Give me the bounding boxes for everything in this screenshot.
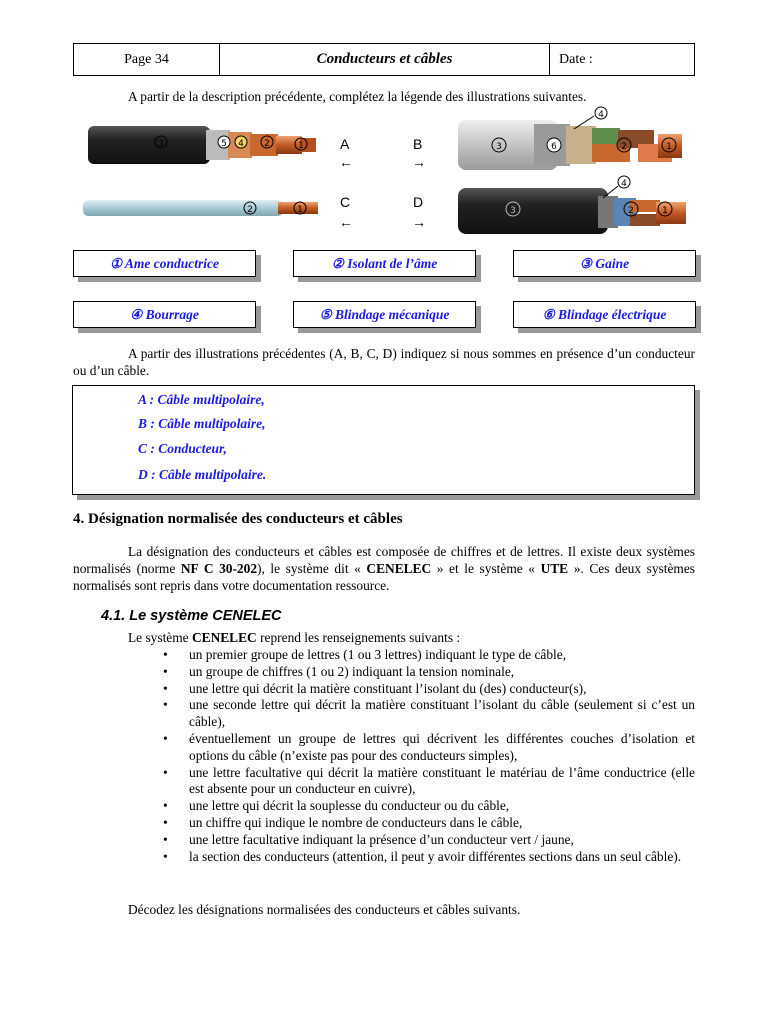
list-item: • la section des conducteurs (attention, il peut y avoir différentes sections dans un seul câble). — [160, 849, 695, 866]
text-run: ), le système dit « — [257, 561, 367, 576]
list-item: • éventuellement un groupe de lettres qui décrivent les différentes couches d’isolation et options du câble (n’existe pas pour des conducteurs simples), — [160, 731, 695, 765]
list-item: • un groupe de chiffres (1 ou 2) indiquant la tension nominale, — [160, 664, 695, 681]
date-label: Date : — [559, 51, 593, 67]
legend-bourrage: ④ Bourrage — [73, 301, 256, 328]
answer-d: D : Câble multipolaire. — [138, 467, 267, 482]
section-4-heading: 4. Désignation normalisée des conducteurs et câbles — [73, 511, 403, 527]
svg-text:2: 2 — [621, 142, 627, 152]
label-a: A — [340, 136, 350, 152]
text-run: » et le système « — [431, 561, 541, 576]
question-text: A partir des illustrations précédentes (A, B, C, D) indiquez si nous sommes en présence d’un conducteur ou d’un câble. — [73, 346, 695, 378]
svg-text:2: 2 — [264, 139, 270, 149]
page-number: Page 34 — [74, 44, 220, 75]
label-b: B — [413, 136, 423, 152]
svg-text:1: 1 — [297, 205, 303, 215]
text-run: Le système — [128, 630, 192, 645]
svg-text:3: 3 — [510, 206, 516, 216]
norm-reference: NF C 30-202 — [180, 561, 258, 576]
svg-text:4: 4 — [238, 139, 244, 149]
svg-text:1: 1 — [662, 206, 668, 216]
legend-gaine: ③ Gaine — [513, 250, 696, 277]
legend-isolant-ame: ② Isolant de l’âme — [293, 250, 476, 277]
arrow-d: → — [412, 214, 426, 230]
svg-text:3: 3 — [496, 142, 502, 152]
text-run: reprend les renseignements suivants : — [256, 630, 461, 645]
text-run: ». Ces deux systèmes normalisés sont repris dans votre documentation ressource. — [73, 561, 695, 593]
header-table — [73, 43, 695, 76]
answers-box — [72, 385, 695, 495]
list-item: • un chiffre qui indique le nombre de conducteurs dans le câble, — [160, 815, 695, 832]
cable-c — [83, 200, 318, 216]
cenelec-info-list — [160, 647, 695, 865]
page-title: Conducteurs et câbles — [220, 44, 550, 75]
text-run: La désignation des conducteurs et câbles est composée de chiffres et de lettres. Il existe deux systèmes normalisés (norme — [73, 544, 695, 576]
section-41-intro — [128, 629, 695, 646]
label-d: D — [413, 194, 424, 210]
cable-b — [458, 107, 682, 170]
answer-b: B : Câble multipolaire, — [138, 416, 266, 431]
list-item: • une lettre facultative indiquant la présence d’un conducteur vert / jaune, — [160, 832, 695, 849]
list-item: • une lettre qui décrit la matière constituant l’isolant du (des) conducteur(s), — [160, 681, 695, 698]
intro-text: A partir de la description précédente, complétez la légende des illustrations suivantes. — [128, 89, 587, 104]
svg-text:1: 1 — [666, 142, 672, 152]
svg-text:4: 4 — [621, 179, 627, 189]
cenelec-term: CENELEC — [191, 630, 257, 645]
legend-ame-conductrice: ① Ame conductrice — [73, 250, 256, 277]
cable-illustrations — [78, 104, 698, 244]
cable-drawings — [78, 104, 698, 244]
ute-term: UTE — [540, 561, 569, 576]
arrow-b: → — [412, 154, 426, 170]
cenelec-term: CENELEC — [366, 561, 432, 576]
svg-text:6: 6 — [551, 142, 557, 152]
answer-c: C : Conducteur, — [138, 441, 227, 456]
arrow-a: ← — [339, 154, 353, 170]
section-4-paragraph — [73, 543, 695, 594]
legend-blindage-mecanique: ⑤ Blindage mécanique — [293, 301, 476, 328]
svg-text:1: 1 — [298, 141, 304, 151]
section-41-heading: 4.1. Le système CENELEC — [101, 608, 282, 624]
answer-a: A : Câble multipolaire, — [138, 392, 265, 407]
svg-text:2: 2 — [628, 206, 634, 216]
list-item: • une seconde lettre qui décrit la matière constituant l’isolant du câble (seulement si c’est un câble), — [160, 697, 695, 731]
cable-d — [458, 176, 686, 234]
svg-text:2: 2 — [247, 205, 253, 215]
list-item: • une lettre facultative qui décrit la matière constituant le matériau de l’âme conductrice (elle est absente pour un conducteur en cuivre), — [160, 765, 695, 799]
svg-text:5: 5 — [221, 139, 227, 149]
decode-instruction: Décodez les désignations normalisées des conducteurs et câbles suivants. — [128, 902, 521, 917]
label-c: C — [340, 194, 351, 210]
list-item: • une lettre qui décrit la souplesse du conducteur ou du câble, — [160, 798, 695, 815]
arrow-c: ← — [339, 214, 353, 230]
svg-text:4: 4 — [598, 110, 604, 120]
legend-blindage-electrique: ⑥ Blindage électrique — [513, 301, 696, 328]
svg-text:3: 3 — [158, 139, 164, 149]
list-item: • un premier groupe de lettres (1 ou 3 lettres) indiquant le type de câble, — [160, 647, 695, 664]
cable-a — [88, 126, 316, 164]
